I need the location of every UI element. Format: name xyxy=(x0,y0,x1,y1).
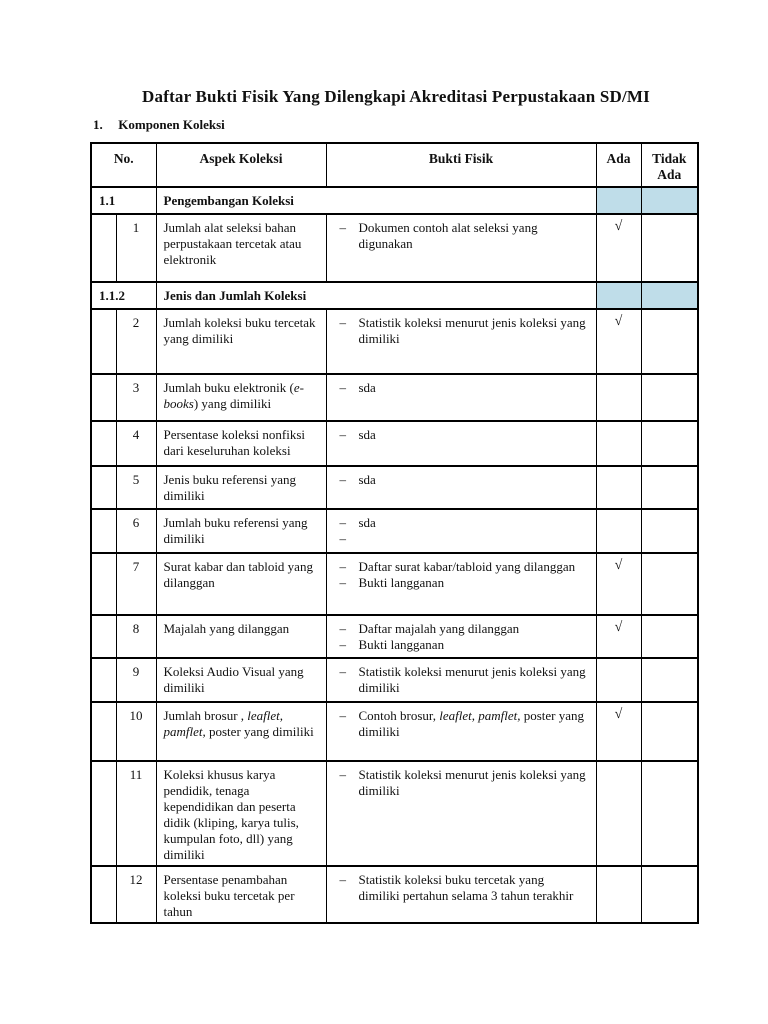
bukti-item xyxy=(327,472,596,488)
text: Persentase koleksi nonfiksi dari keseluruhan koleksi xyxy=(163,427,306,458)
dash-bullet: – xyxy=(339,531,346,546)
aspek-koleksi-cell xyxy=(156,658,326,702)
tidak-ada-cell-empty xyxy=(641,866,698,923)
text: Persentase penambahan koleksi buku tercetak per tahun xyxy=(163,872,295,919)
bukti-fisik-cell xyxy=(326,702,596,761)
row-spacer-cell xyxy=(91,509,116,553)
ada-cell-empty xyxy=(596,466,641,509)
tidak-ada-cell-empty xyxy=(641,374,698,421)
row-spacer-cell xyxy=(91,421,116,466)
tidak-ada-cell-empty xyxy=(641,658,698,702)
text: Daftar surat kabar/tabloid yang dilanggan xyxy=(358,559,576,574)
section-heading xyxy=(93,117,225,133)
bukti-fisik-cell xyxy=(326,214,596,282)
bukti-fisik-cell xyxy=(326,615,596,658)
bukti-item xyxy=(327,315,596,347)
row-spacer-cell xyxy=(91,702,116,761)
ada-cell-empty xyxy=(596,374,641,421)
tidak-ada-cell-empty xyxy=(641,309,698,374)
dash-bullet: – xyxy=(339,664,346,679)
bukti-text xyxy=(359,531,596,547)
bukti-item xyxy=(327,575,596,591)
italic-text: leaflet, pamflet, xyxy=(439,708,521,723)
text: sda xyxy=(358,515,376,530)
dash-bullet: – xyxy=(339,559,346,574)
text: Koleksi khusus karya pendidik, tenaga kependidikan dan peserta didik (kliping, karya tulis, kumpulan foto, dll) yang dimiliki xyxy=(163,767,299,862)
dash-bullet: – xyxy=(339,315,346,330)
row-number: 12 xyxy=(116,866,156,923)
aspek-koleksi-cell xyxy=(156,761,326,866)
dash-bullet: – xyxy=(339,872,346,887)
bukti-fisik-cell xyxy=(326,658,596,702)
ada-checkmark: √ xyxy=(596,214,641,282)
text: Majalah yang dilanggan xyxy=(163,621,290,636)
aspek-koleksi-cell xyxy=(156,374,326,421)
table-row xyxy=(91,509,698,553)
dash-bullet: – xyxy=(339,575,346,590)
aspek-koleksi-cell xyxy=(156,615,326,658)
bukti-fisik-cell xyxy=(326,509,596,553)
tidak-ada-cell-shaded xyxy=(641,282,698,309)
bukti-text xyxy=(359,664,596,696)
bukti-item xyxy=(327,531,596,547)
dash-bullet: – xyxy=(339,220,346,235)
section-number: 1.1.2 xyxy=(91,282,156,309)
text: Daftar majalah yang dilanggan xyxy=(358,621,520,636)
bukti-text xyxy=(359,767,596,799)
aspek-koleksi-cell xyxy=(156,702,326,761)
text: Jumlah buku elektronik ( xyxy=(163,380,294,395)
section-label: Pengembangan Koleksi xyxy=(156,187,596,214)
bukti-item xyxy=(327,708,596,740)
row-spacer-cell xyxy=(91,658,116,702)
col-header-ada: Ada xyxy=(596,143,641,187)
section-heading-label: Komponen Koleksi xyxy=(118,117,225,132)
bukti-fisik-cell xyxy=(326,309,596,374)
aspek-koleksi-cell xyxy=(156,309,326,374)
tidak-ada-cell-empty xyxy=(641,214,698,282)
dash-bullet: – xyxy=(339,767,346,782)
row-number: 9 xyxy=(116,658,156,702)
section-number: 1.1 xyxy=(91,187,156,214)
bukti-text xyxy=(359,708,596,740)
text: Koleksi Audio Visual yang dimiliki xyxy=(163,664,304,695)
table-body xyxy=(91,187,698,923)
text: Contoh brosur, xyxy=(358,708,440,723)
italic-text: e-books xyxy=(163,380,304,411)
bukti-text xyxy=(359,575,596,591)
table-row xyxy=(91,866,698,923)
aspek-koleksi-cell xyxy=(156,866,326,923)
table-row xyxy=(91,374,698,421)
row-number: 5 xyxy=(116,466,156,509)
table-row xyxy=(91,466,698,509)
tidak-ada-cell-empty xyxy=(641,761,698,866)
bukti-fisik-cell xyxy=(326,761,596,866)
section-row xyxy=(91,282,698,309)
bukti-text xyxy=(359,515,596,531)
aspek-koleksi-cell xyxy=(156,553,326,615)
ada-cell-empty xyxy=(596,658,641,702)
ada-cell-empty xyxy=(596,509,641,553)
ada-cell-empty xyxy=(596,866,641,923)
text: Jumlah koleksi buku tercetak yang dimiliki xyxy=(163,315,316,346)
row-spacer-cell xyxy=(91,866,116,923)
row-spacer-cell xyxy=(91,214,116,282)
row-number: 1 xyxy=(116,214,156,282)
ada-cell-empty xyxy=(596,421,641,466)
bukti-fisik-cell xyxy=(326,374,596,421)
row-spacer-cell xyxy=(91,466,116,509)
italic-text: pamflet, xyxy=(163,724,206,739)
bukti-fisik-cell xyxy=(326,466,596,509)
text: poster yang dimiliki xyxy=(358,708,585,739)
dash-bullet: – xyxy=(339,472,346,487)
text: sda xyxy=(358,427,376,442)
text: Dokumen contoh alat seleksi yang digunakan xyxy=(358,220,538,251)
ada-cell-shaded xyxy=(596,282,641,309)
text: Surat kabar dan tabloid yang dilanggan xyxy=(163,559,313,590)
ada-cell-shaded xyxy=(596,187,641,214)
bukti-text xyxy=(359,427,596,443)
text: sda xyxy=(358,380,376,395)
bukti-text xyxy=(359,559,596,575)
bukti-fisik-cell xyxy=(326,553,596,615)
bukti-text xyxy=(359,380,596,396)
row-number: 8 xyxy=(116,615,156,658)
bukti-item xyxy=(327,427,596,443)
document-title: Daftar Bukti Fisik Yang Dilengkapi Akreditasi Perpustakaan SD/MI xyxy=(142,87,650,106)
text: Statistik koleksi buku tercetak yang dimiliki pertahun selama 3 tahun terakhir xyxy=(358,872,574,903)
col-header-no: No. xyxy=(91,143,156,187)
ada-cell-empty xyxy=(596,761,641,866)
bukti-text xyxy=(359,472,596,488)
table-row xyxy=(91,702,698,761)
dash-bullet: – xyxy=(339,427,346,442)
table-row xyxy=(91,658,698,702)
row-spacer-cell xyxy=(91,309,116,374)
bukti-fisik-cell xyxy=(326,421,596,466)
row-number: 11 xyxy=(116,761,156,866)
table-header xyxy=(91,143,698,187)
row-number: 4 xyxy=(116,421,156,466)
table-row xyxy=(91,761,698,866)
text: Bukti langganan xyxy=(358,575,445,590)
bukti-text xyxy=(359,621,596,637)
text: Bukti langganan xyxy=(358,637,445,652)
row-number: 10 xyxy=(116,702,156,761)
table-row xyxy=(91,421,698,466)
tidak-ada-cell-empty xyxy=(641,615,698,658)
ada-checkmark: √ xyxy=(596,615,641,658)
table-row xyxy=(91,615,698,658)
text: Jumlah alat seleksi bahan perpustakaan tercetak atau elektronik xyxy=(163,220,302,267)
ada-checkmark: √ xyxy=(596,553,641,615)
section-row xyxy=(91,187,698,214)
text: sda xyxy=(358,472,376,487)
tidak-ada-cell-empty xyxy=(641,466,698,509)
text: ) yang dimiliki xyxy=(193,396,272,411)
section-label: Jenis dan Jumlah Koleksi xyxy=(156,282,596,309)
aspek-koleksi-cell xyxy=(156,466,326,509)
text: Jenis buku referensi yang dimiliki xyxy=(163,472,296,503)
header-row xyxy=(91,143,698,187)
col-header-aspek: Aspek Koleksi xyxy=(156,143,326,187)
bukti-item xyxy=(327,872,596,904)
bukti-item xyxy=(327,637,596,653)
tidak-ada-cell-empty xyxy=(641,421,698,466)
bukti-fisik-cell xyxy=(326,866,596,923)
dash-bullet: – xyxy=(339,637,346,652)
table-row xyxy=(91,553,698,615)
row-spacer-cell xyxy=(91,553,116,615)
row-number: 7 xyxy=(116,553,156,615)
evidence-table xyxy=(90,142,699,924)
text: Statistik koleksi menurut jenis koleksi yang dimiliki xyxy=(358,315,586,346)
aspek-koleksi-cell xyxy=(156,509,326,553)
text: poster yang dimiliki xyxy=(205,724,314,739)
italic-text: leaflet, xyxy=(247,708,284,723)
bukti-text xyxy=(359,872,596,904)
text: Statistik koleksi menurut jenis koleksi yang dimiliki xyxy=(358,664,586,695)
row-number: 3 xyxy=(116,374,156,421)
tidak-ada-cell-empty xyxy=(641,553,698,615)
bukti-item xyxy=(327,621,596,637)
bukti-item xyxy=(327,559,596,575)
bukti-text xyxy=(359,315,596,347)
ada-checkmark: √ xyxy=(596,309,641,374)
dash-bullet: – xyxy=(339,380,346,395)
bukti-item xyxy=(327,515,596,531)
ada-checkmark: √ xyxy=(596,702,641,761)
row-spacer-cell xyxy=(91,761,116,866)
bukti-item xyxy=(327,767,596,799)
row-number: 2 xyxy=(116,309,156,374)
section-heading-number: 1. xyxy=(93,117,103,132)
bukti-item xyxy=(327,664,596,696)
row-spacer-cell xyxy=(91,374,116,421)
dash-bullet: – xyxy=(339,621,346,636)
text: Statistik koleksi menurut jenis koleksi yang dimiliki xyxy=(358,767,586,798)
aspek-koleksi-cell xyxy=(156,421,326,466)
bukti-item xyxy=(327,220,596,252)
row-number: 6 xyxy=(116,509,156,553)
bukti-item xyxy=(327,380,596,396)
table-row xyxy=(91,309,698,374)
bukti-text xyxy=(359,637,596,653)
row-spacer-cell xyxy=(91,615,116,658)
aspek-koleksi-cell xyxy=(156,214,326,282)
bukti-text xyxy=(359,220,596,252)
tidak-ada-cell-empty xyxy=(641,702,698,761)
dash-bullet: – xyxy=(339,515,346,530)
col-header-bukti: Bukti Fisik xyxy=(326,143,596,187)
tidak-ada-cell-empty xyxy=(641,509,698,553)
table-row xyxy=(91,214,698,282)
text: Jumlah brosur , xyxy=(163,708,248,723)
tidak-ada-cell-shaded xyxy=(641,187,698,214)
text: Jumlah buku referensi yang dimiliki xyxy=(163,515,308,546)
col-header-tidak-ada: Tidak Ada xyxy=(641,143,698,187)
dash-bullet: – xyxy=(339,708,346,723)
